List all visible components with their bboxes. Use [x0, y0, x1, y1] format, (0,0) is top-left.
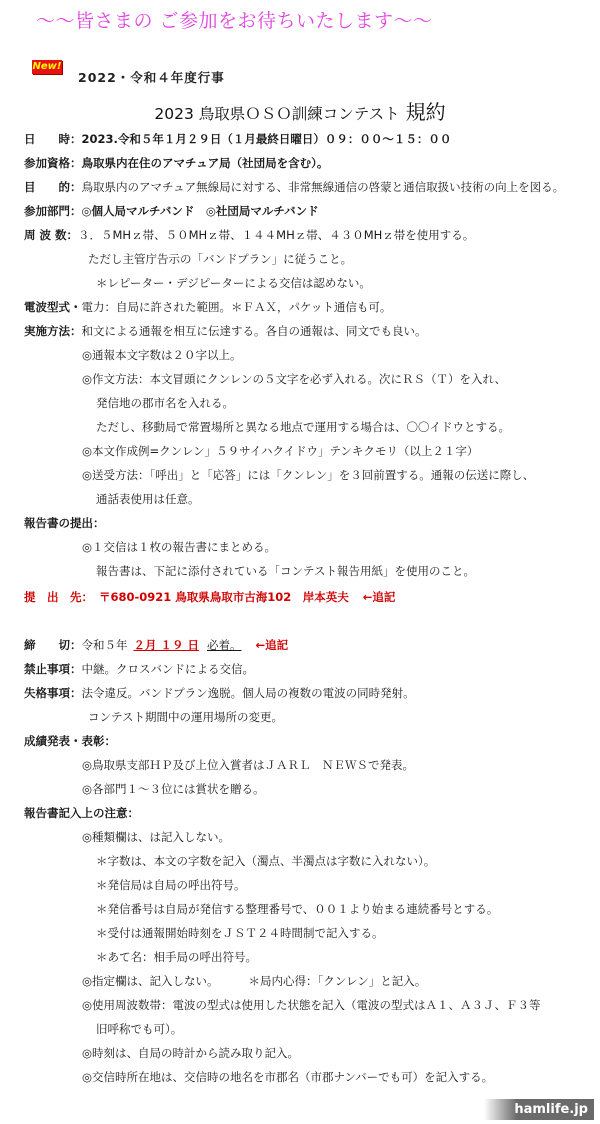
notes-item-6: ＊あて名：相手局の呼出符号。 — [96, 950, 257, 964]
page-title — [0, 96, 600, 125]
welcome-banner: ～～皆さまの ご参加をお待ちいたします～～ — [36, 10, 433, 32]
prohibit-value: 中継。クロスバンドによる交信。 — [81, 662, 254, 676]
division-value: ◎個人局マルチバンド ◎社団局マルチバンド — [81, 204, 319, 218]
method-item-4b: 通話表使用は任意。 — [96, 492, 200, 506]
method-item-1: ◎通報本文字数は２０字以上。 — [82, 348, 242, 362]
submit-address: 〒680-0921 鳥取県鳥取市古海102 岸本英夫 — [99, 590, 349, 604]
new-badge: New! — [32, 61, 62, 72]
notes-item-7b: ＊局内心得：「クンレン」と記入。 — [248, 974, 427, 988]
purpose-row — [24, 179, 564, 195]
division-label: 参加部門： — [24, 204, 82, 218]
report-label: 報告書の提出： — [24, 516, 105, 530]
frequency-note-2: ＊レピーター・デジピーターによる交信は認めない。 — [96, 276, 371, 290]
method-item-2b: 発信地の郡市名を入れる。 — [96, 396, 234, 410]
submit-note: ←追記 — [362, 590, 396, 604]
notes-item-10: ◎交信時所在地は、交信時の地名を市郡名（市郡ナンバーでも可）を記入する。 — [82, 1070, 494, 1084]
date-label: 日 時： — [24, 132, 82, 146]
year-line: 2022・令和４年度行事 — [78, 70, 225, 85]
qualification-row — [24, 155, 328, 171]
mode-label: 電波型式・ — [24, 300, 82, 314]
notes-item-7a: ◎指定欄は、記入しない。 — [82, 974, 219, 988]
method-value: 和文による通報を相互に伝達する。各自の通報は、同文でも良い。 — [81, 324, 427, 338]
method-item-3: ◎本文作成例=クンレン」５９サイハクイドウ」テンキクモリ（以上２１字） — [82, 444, 479, 458]
division-row — [24, 203, 319, 219]
deadline-prefix: 令和５年 — [81, 638, 128, 652]
title-suffix: 規約 — [405, 100, 446, 124]
report-item-1: ◎１交信は１枚の報告書にまとめる。 — [82, 540, 277, 554]
frequency-row — [24, 227, 474, 243]
notes-item-1: ◎種類欄は、は記入しない。 — [82, 830, 231, 844]
disqualification-value: 法令違反。バンドプラン逸脱。個人局の複数の電波の同時発射。 — [81, 686, 415, 700]
deadline-date: ２月 １９ 日 — [133, 638, 200, 652]
notes-item-2: ＊字数は、本文の字数を記入（濁点、半濁点は字数に入れない）。 — [96, 854, 436, 868]
frequency-value: ３．５MHｚ帯、５０MHｚ帯、１４４MHｚ帯、４３０MHｚ帯を使用する。 — [78, 228, 475, 242]
deadline-note: ←追記 — [255, 638, 289, 652]
mode-value: 電力：自局に許された範囲。＊ＦＡＸ，パケット通信も可。 — [81, 300, 392, 314]
prohibit-label: 禁止事項： — [24, 662, 82, 676]
deadline-row — [24, 637, 288, 653]
notes-item-9: ◎時刻は、自局の時計から読み取り記入。 — [82, 1046, 300, 1060]
notes-item-5: ＊受付は通報開始時刻をＪＳＴ２４時間制で記入する。 — [96, 926, 384, 940]
results-item-2: ◎各部門１～３位には賞状を贈る。 — [82, 782, 265, 796]
title-text: 2023 鳥取県ＯＳＯ訓練コンテスト — [154, 105, 400, 123]
disqualification-row — [24, 685, 415, 701]
notes-item-8b: 旧呼称でも可）。 — [96, 1022, 183, 1036]
date-value: 2023.令和５年１月２９日（１月最終日曜日）０９：００～１５：００ — [81, 132, 452, 146]
method-item-2c: ただし、移動局で常置場所と異なる地点で運用する場合は、〇〇イドウとする。 — [96, 420, 510, 434]
results-item-1: ◎鳥取県支部ＨＰ及び上位入賞者はＪＡＲＬ ＮＥＷＳで発表。 — [82, 758, 415, 772]
qualification-value: 鳥取県内在住のアマチュア局（社団局を含む）。 — [81, 156, 329, 170]
disqualification-label: 失格事項： — [24, 686, 82, 700]
method-item-4: ◎送受方法：「呼出」と「応答」には「クンレン」を３回前置する。通報の伝送に際し、 — [82, 468, 535, 482]
notes-label: 報告書記入上の注意： — [24, 806, 139, 820]
submit-row — [24, 589, 395, 605]
qualification-label: 参加資格： — [24, 156, 82, 170]
mode-row — [24, 299, 391, 315]
method-row — [24, 323, 427, 339]
deadline-label: 締 切： — [24, 638, 82, 652]
date-row — [24, 131, 451, 147]
watermark: hamlife.jp — [484, 1099, 594, 1120]
frequency-label: 周 波 数： — [24, 228, 79, 242]
purpose-value: 鳥取県内のアマチュア無線局に対する、非常無線通信の啓蒙と通信取扱い技術の向上を図る。 — [81, 180, 565, 194]
method-item-2: ◎作文方法：本文冒頭にクンレンの５文字を必ず入れる。次にＲＳ（Ｔ）を入れ、 — [82, 372, 507, 386]
frequency-note-1: ただし主管庁告示の「バンドプラン」に従うこと。 — [88, 252, 353, 266]
deadline-must: 必着。 — [207, 638, 242, 652]
notes-item-7 — [82, 973, 426, 989]
results-label: 成績発表・表彰： — [24, 734, 116, 748]
notes-item-8: ◎使用周波数帯：電波の型式は使用した状態を記入（電波の型式はＡ１、Ａ３Ｊ、Ｆ３等 — [82, 998, 541, 1012]
report-item-1b: 報告書は、下記に添付されている「コンテスト報告用紙」を使用のこと。 — [96, 564, 476, 578]
method-label: 実施方法： — [24, 324, 82, 338]
submit-label: 提 出 先： — [24, 590, 93, 604]
notes-item-4: ＊発信番号は自局が発信する整理番号で、００１より始まる連続番号とする。 — [96, 902, 499, 916]
disqualification-item-2: コンテスト期間中の運用場所の変更。 — [88, 710, 284, 724]
prohibit-row — [24, 661, 254, 677]
purpose-label: 目 的： — [24, 180, 82, 194]
notes-item-3: ＊発信局は自局の呼出符号。 — [96, 878, 246, 892]
